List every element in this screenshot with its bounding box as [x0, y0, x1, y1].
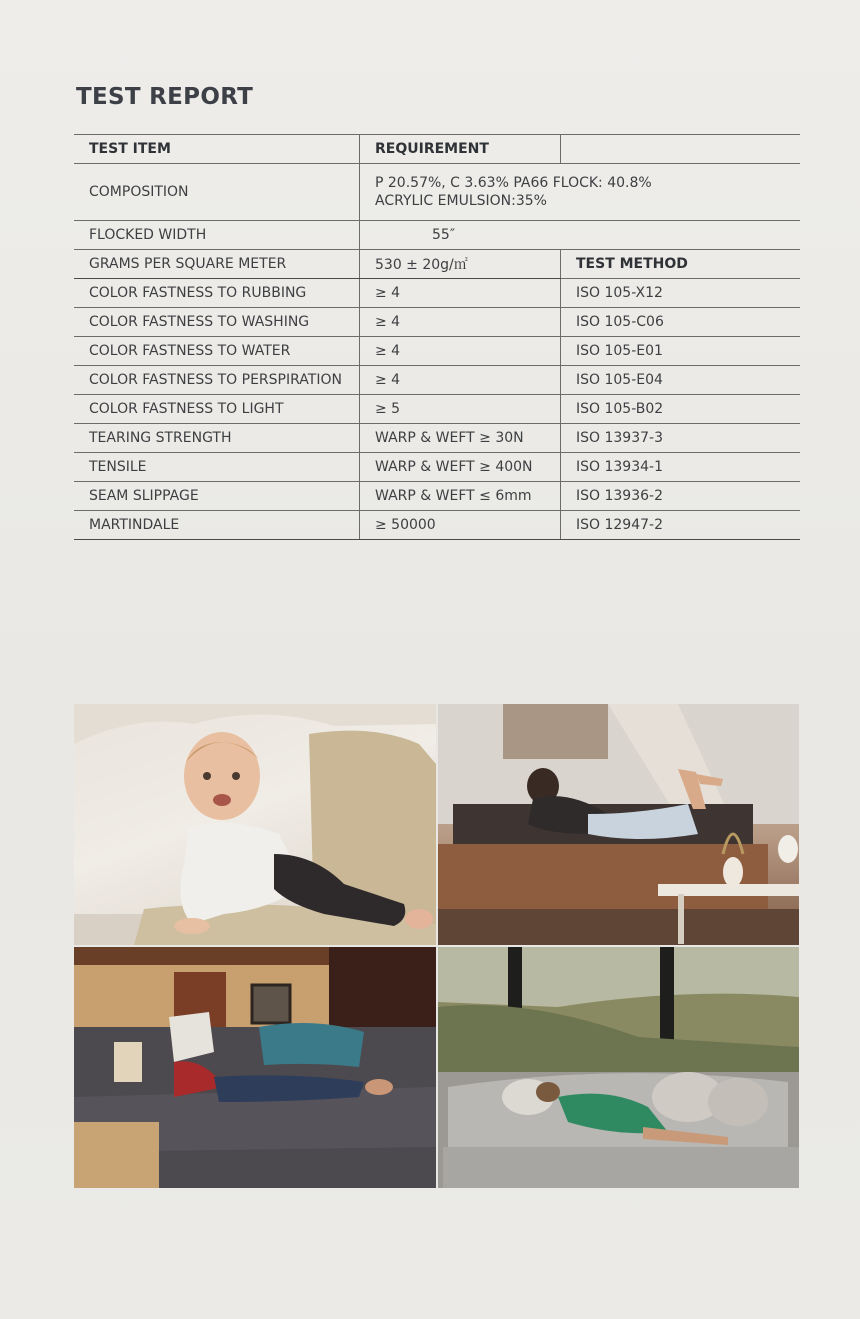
baby-on-sofa-photo	[74, 704, 436, 945]
test-item-cell: COLOR FASTNESS TO WATER	[74, 337, 360, 366]
requirement-cell: ≥ 4	[360, 337, 561, 366]
requirement-cell: ≥ 4	[360, 279, 561, 308]
composition-line-2: ACRYLIC EMULSION:35%	[375, 193, 547, 209]
woman-reading-illustration	[438, 704, 799, 945]
table-row	[74, 337, 800, 366]
table-header-row	[74, 135, 800, 164]
table-row	[74, 279, 800, 308]
table-row	[74, 395, 800, 424]
header-empty	[561, 135, 801, 164]
flocked-width-label: FLOCKED WIDTH	[74, 221, 360, 250]
table-row-gsm	[74, 250, 800, 279]
composition-line-1: P 20.57%, C 3.63% PA66 FLOCK: 40.8%	[375, 175, 652, 191]
test-item-cell: MARTINDALE	[74, 511, 360, 540]
table-row	[74, 453, 800, 482]
page-title: TEST REPORT	[76, 84, 254, 110]
test-report-table	[74, 134, 800, 540]
test-item-cell: TENSILE	[74, 453, 360, 482]
header-test-item: TEST ITEM	[74, 135, 360, 164]
test-item-cell: TEARING STRENGTH	[74, 424, 360, 453]
table-row	[74, 366, 800, 395]
test-item-cell: COLOR FASTNESS TO LIGHT	[74, 395, 360, 424]
table-row	[74, 482, 800, 511]
test-method-cell: ISO 13936-2	[561, 482, 801, 511]
test-item-cell: COLOR FASTNESS TO PERSPIRATION	[74, 366, 360, 395]
test-method-cell: ISO 13934-1	[561, 453, 801, 482]
baby-on-sofa-illustration	[74, 704, 436, 945]
requirement-cell: WARP & WEFT ≥ 30N	[360, 424, 561, 453]
requirement-cell: WARP & WEFT ≤ 6mm	[360, 482, 561, 511]
requirement-cell: ≥ 4	[360, 308, 561, 337]
woman-reading-on-sofa-photo	[438, 704, 799, 945]
requirement-cell: WARP & WEFT ≥ 400N	[360, 453, 561, 482]
test-method-cell: ISO 12947-2	[561, 511, 801, 540]
woman-sleeping-on-sofa-photo	[438, 947, 799, 1188]
requirement-cell: ≥ 50000	[360, 511, 561, 540]
composition-label: COMPOSITION	[74, 164, 360, 221]
flocked-width-value: 55″	[360, 221, 801, 250]
test-item-cell: SEAM SLIPPAGE	[74, 482, 360, 511]
woman-sleeping-illustration	[438, 947, 799, 1188]
header-test-method: TEST METHOD	[561, 250, 801, 279]
test-method-cell: ISO 105-E01	[561, 337, 801, 366]
report-rows	[74, 279, 800, 540]
table-row-composition	[74, 164, 800, 221]
test-method-cell: ISO 105-C06	[561, 308, 801, 337]
test-method-cell: ISO 105-E04	[561, 366, 801, 395]
test-method-cell: ISO 105-X12	[561, 279, 801, 308]
requirement-cell: ≥ 4	[360, 366, 561, 395]
man-reading-on-couch-photo	[74, 947, 436, 1188]
man-reading-illustration	[74, 947, 436, 1188]
test-method-cell: ISO 105-B02	[561, 395, 801, 424]
requirement-cell: ≥ 5	[360, 395, 561, 424]
table-row	[74, 424, 800, 453]
composition-value	[360, 164, 801, 221]
gsm-label: GRAMS PER SQUARE METER	[74, 250, 360, 279]
table-row	[74, 511, 800, 540]
test-item-cell: COLOR FASTNESS TO RUBBING	[74, 279, 360, 308]
test-method-cell: ISO 13937-3	[561, 424, 801, 453]
gsm-value: 530 ± 20g/㎡	[360, 250, 561, 279]
test-item-cell: COLOR FASTNESS TO WASHING	[74, 308, 360, 337]
photo-grid	[74, 704, 799, 1188]
table-row-flocked-width	[74, 221, 800, 250]
table-row	[74, 308, 800, 337]
header-requirement: REQUIREMENT	[360, 135, 561, 164]
